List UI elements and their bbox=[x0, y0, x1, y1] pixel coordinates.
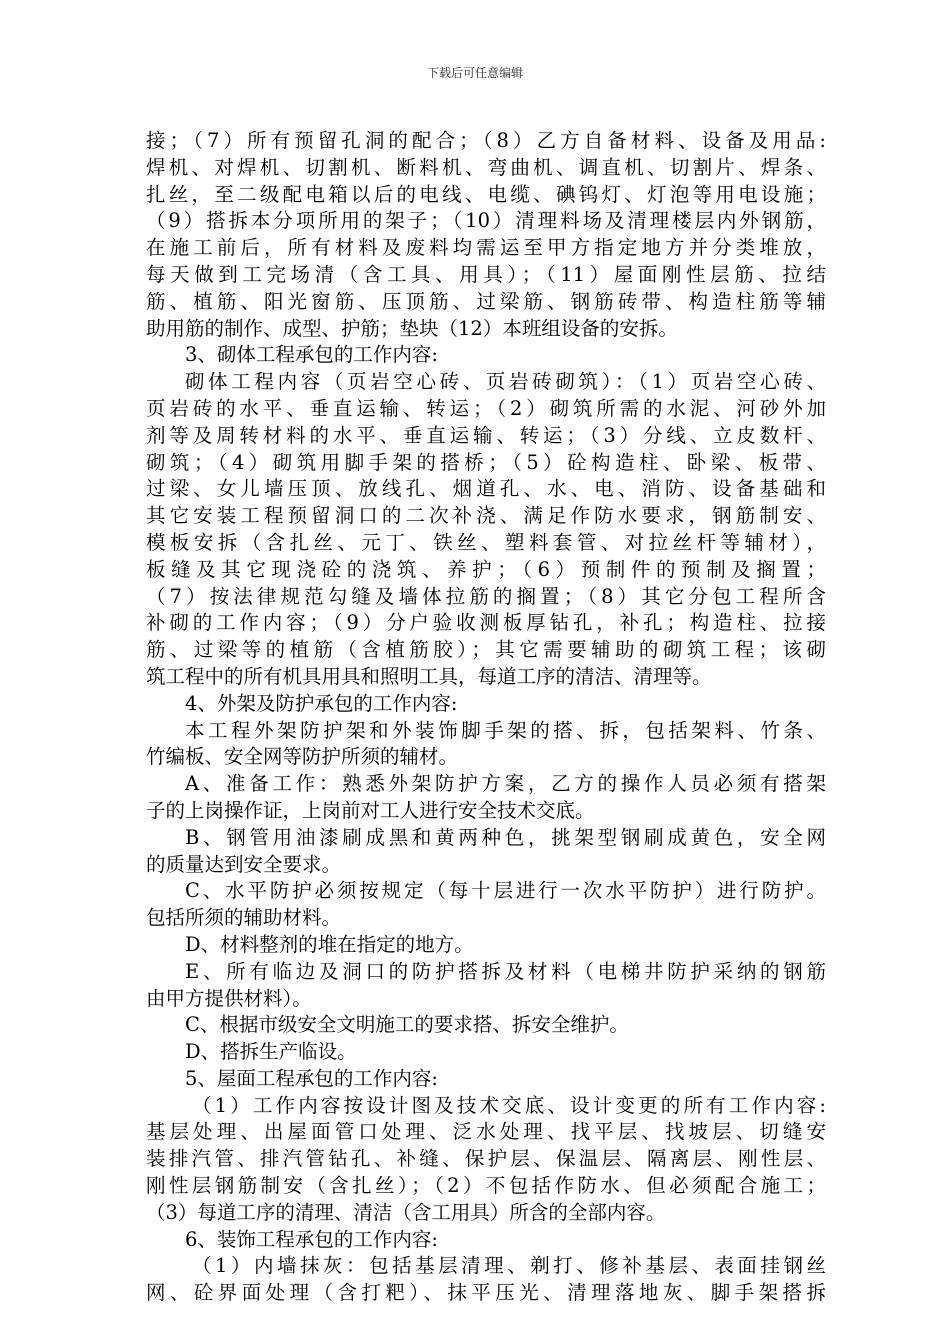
text-line: 6、装饰工程承包的工作内容: bbox=[185, 1227, 438, 1251]
text-line: 焊机、对焊机、切割机、断料机、弯曲机、调直机、切割片、焊条、 bbox=[146, 155, 826, 179]
text-line: 5、屋面工程承包的工作内容: bbox=[185, 1066, 438, 1090]
text-line: 扎丝，至二级配电箱以后的电线、电缆、碘钨灯、灯泡等用电设施； bbox=[146, 182, 826, 206]
text-line: 筋、植筋、阳光窗筋、压顶筋、过梁筋、钢筋砖带、构造柱筋等辅 bbox=[146, 289, 826, 313]
text-line: D、材料整剂的堆在指定的地方。 bbox=[185, 932, 474, 956]
text-line: 包括所须的辅助材料。 bbox=[146, 906, 342, 930]
text-line: 4、外架及防护承包的工作内容: bbox=[185, 691, 458, 715]
text-line: （7）按法律规范勾缝及墙体拉筋的搁置；（8）其它分包工程所含 bbox=[146, 584, 826, 608]
text-line: （9）搭拆本分项所用的架子；（10）清理料场及清理楼层内外钢筋， bbox=[146, 209, 826, 233]
text-line: 板缝及其它现浇砼的浇筑、养护；（6）预制件的预制及搁置； bbox=[146, 557, 826, 581]
text-line: C、水平防护必须按规定（每十层进行一次水平防护）进行防护。 bbox=[185, 879, 826, 903]
text-line: B、钢管用油漆刷成黑和黄两种色，挑架型钢刷成黄色，安全网 bbox=[185, 825, 826, 849]
text-line: A、准备工作：熟悉外架防护方案，乙方的操作人员必须有搭架 bbox=[185, 772, 826, 796]
text-line: 筋、过梁等的植筋（含植筋胶）；其它需要辅助的砌筑工程；该砌 bbox=[146, 638, 826, 662]
text-line: 其它安装工程预留洞口的二次补浇、满足作防水要求，钢筋制安、 bbox=[146, 504, 826, 528]
text-line: 每天做到工完场清（含工具、用具）；（11）屋面刚性层筋、拉结 bbox=[146, 262, 826, 286]
text-line: 助用筋的制作、成型、护筋；垫块（12）本班组设备的安拆。 bbox=[146, 316, 678, 340]
text-line: 过梁、女儿墙压顶、放线孔、烟道孔、水、电、消防、设备基础和 bbox=[146, 477, 826, 501]
text-line: 页岩砖的水平、垂直运输、转运；（2）砌筑所需的水泥、河砂外加 bbox=[146, 396, 826, 420]
text-line: D、搭拆生产临设。 bbox=[185, 1040, 357, 1064]
text-line: 砌筑；（4）砌筑用脚手架的搭桥；（5）砼构造柱、卧梁、板带、 bbox=[146, 450, 826, 474]
text-line: 补砌的工作内容；（9）分户验收测板厚钻孔，补孔；构造柱、拉接 bbox=[146, 611, 826, 635]
text-line: 刚性层钢筋制安（含扎丝）；（2）不包括作防水、但必须配合施工； bbox=[146, 1174, 826, 1198]
text-line: 本工程外架防护架和外装饰脚手架的搭、拆，包括架料、竹条、 bbox=[185, 718, 826, 742]
text-line: （1）内墙抹灰：包括基层清理、剃打、修补基层、表面挂钢丝 bbox=[192, 1254, 826, 1278]
text-line: 竹编板、安全网等防护所须的辅材。 bbox=[146, 745, 459, 769]
text-line: 的质量达到安全要求。 bbox=[146, 852, 342, 876]
text-line: 砌体工程内容（页岩空心砖、页岩砖砌筑）：（1）页岩空心砖、 bbox=[185, 370, 826, 394]
text-line: 3、砌体工程承包的工作内容: bbox=[185, 343, 438, 367]
page-header: 下载后可任意编辑 bbox=[426, 66, 523, 80]
text-line: 由甲方提供材料）。 bbox=[146, 986, 312, 1010]
text-line: 装排汽管、排汽管钻孔、补缝、保护层、保温层、隔离层、刚性层、 bbox=[146, 1147, 826, 1171]
text-line: 接；（7）所有预留孔洞的配合；（8）乙方自备材料、设备及用品: bbox=[146, 129, 826, 152]
text-line: 在施工前后，所有材料及废料均需运至甲方指定地方并分类堆放， bbox=[146, 236, 826, 260]
text-line: （1）工作内容按设计图及技术交底、设计变更的所有工作内容: bbox=[192, 1093, 826, 1117]
document-body bbox=[146, 128, 826, 1307]
text-line: 模板安拆（含扎丝、元丁、铁丝、塑料套管、对拉丝杆等辅材）， bbox=[146, 530, 826, 554]
text-line: 基层处理、出屋面管口处理、泛水处理、找平层、找坡层、切缝安 bbox=[146, 1120, 826, 1144]
text-line: 剂等及周转材料的水平、垂直运输、转运；（3）分线、立皮数杆、 bbox=[146, 423, 826, 447]
text-line: E、所有临边及洞口的防护搭拆及材料（电梯井防护采纳的钢筋 bbox=[185, 959, 826, 983]
text-line: C、根据市级安全文明施工的要求搭、拆安全维护。 bbox=[185, 1013, 629, 1037]
text-line: 网、砼界面处理（含打粑）、抹平压光、清理落地灰、脚手架搭拆 bbox=[146, 1281, 826, 1305]
text-line: 筑工程中的所有机具用具和照明工具，每道工序的清洁、清理等。 bbox=[146, 664, 712, 688]
text-line: （3）每道工序的清理、清洁（含工用具）所含的全部内容。 bbox=[146, 1200, 666, 1224]
text-line: 子的上岗操作证，上岗前对工人进行安全技术交底。 bbox=[146, 798, 595, 822]
